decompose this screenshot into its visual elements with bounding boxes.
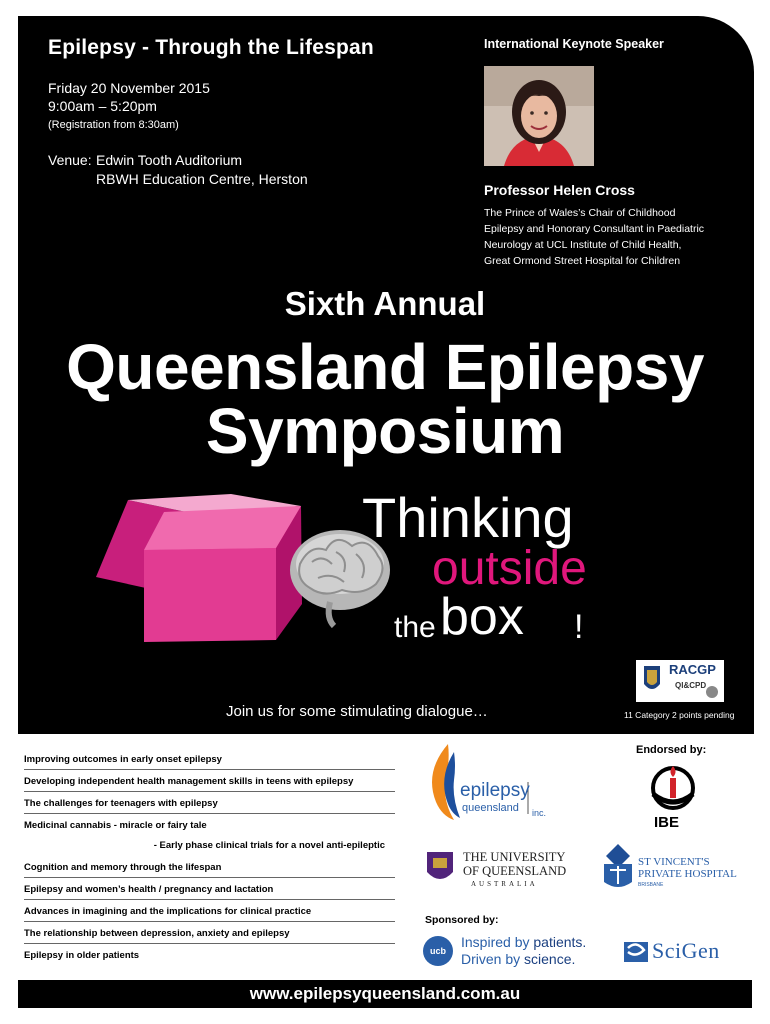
topic-item: Cognition and memory through the lifespan [24,862,395,878]
keynote-label: International Keynote Speaker [484,37,664,51]
event-time: 9:00am – 5:20pm [48,98,157,114]
venue-label: Venue: [48,152,92,168]
tagline-exclamation: ! [574,608,584,646]
ucb-slogan-part: patients. [533,934,587,950]
uq-logo-line3: AUSTRALIA [471,880,538,888]
topic-item: The relationship between depression, anxiety and epilepsy [24,928,395,944]
event-date: Friday 20 November 2015 [48,80,210,96]
topic-item: The challenges for teenagers with epilepsy [24,798,395,814]
tagline-box: box [440,588,524,646]
speaker-photo [484,66,594,166]
speaker-name: Professor Helen Cross [484,182,635,198]
topic-subitem: - Early phase clinical trials for a novel anti-epileptic [153,840,385,851]
join-invitation: Join us for some stimulating dialogue… [226,703,488,720]
eq-logo-sub: queensland [462,802,519,814]
ucb-slogan-part: science. [524,951,576,967]
speaker-bio-line: Epilepsy and Honorary Consultant in Paediatric [484,223,705,235]
venue-name: Edwin Tooth Auditorium [96,152,243,168]
tagline-thinking: Thinking [362,486,574,549]
ucb-logo [423,934,603,970]
speaker-bio-line: Great Ormond Street Hospital for Children [484,255,681,267]
uq-logo [425,848,575,892]
speaker-bio [484,205,740,269]
registration-time: (Registration from 8:30am) [48,119,179,131]
epilepsy-queensland-logo [420,742,590,822]
uq-logo-line1: THE UNIVERSITY [463,850,566,864]
svph-logo-line1: ST VINCENT'S [638,856,710,868]
speaker-bio-line: The Prince of Wales’s Chair of Childhood [484,207,676,219]
ucb-slogan-line1 [461,934,586,950]
svph-logo-line2: PRIVATE HOSPITAL [638,868,737,880]
edition-heading: Sixth Annual [284,285,486,322]
topic-item: Advances in imagining and the implications for clinical practice [24,906,395,922]
ucb-badge: ucb [423,936,453,966]
endorsed-label: Endorsed by: [636,744,707,756]
ucb-slogan-part: Driven by [461,951,525,967]
topic-item: Medicinal cannabis - miracle or fairy tale [24,820,207,831]
eq-logo-inc: inc. [532,808,547,818]
ibe-logo-text: IBE [654,814,680,831]
racgp-logo-text: RACGP [669,662,716,677]
symposium-title [0,331,770,467]
topic-item: Improving outcomes in early onset epilepsy [24,754,395,770]
eq-logo-name: epilepsy [460,780,530,801]
ucb-slogan-line2 [461,951,575,967]
speaker-bio-line: Neurology at UCL Institute of Child Health, [484,239,682,251]
racgp-qi-text: QI&CPD [675,681,707,690]
cpd-points: 11 Category 2 points pending [624,710,735,720]
scigen-logo-text: SciGen [652,938,720,963]
ibe-logo [650,764,696,832]
topic-item: Developing independent health management skills in teens with epilepsy [24,776,395,792]
event-title: Epilepsy - Through the Lifespan [48,36,374,59]
st-vincents-logo [600,842,750,892]
sponsored-label: Sponsored by: [425,914,499,926]
uq-logo-line2: OF QUEENSLAND [463,864,567,878]
tagline-the: the [394,611,436,644]
venue-address: RBWH Education Centre, Herston [96,171,308,187]
tagline-outside: outside [432,542,587,595]
topic-item: Epilepsy and women’s health / pregnancy and lactation [24,884,395,900]
topic-item: Epilepsy in older patients [24,950,140,961]
scigen-logo [622,934,728,968]
pink-box-brain-illustration [86,492,396,642]
ucb-slogan-part: Inspired by [461,934,534,950]
svph-logo-line3: BRISBANE [638,882,664,888]
website-url[interactable]: www.epilepsyqueensland.com.au [18,980,752,1008]
symposium-title-line: Symposium [205,395,565,467]
symposium-title-line: Queensland Epilepsy [66,331,704,403]
